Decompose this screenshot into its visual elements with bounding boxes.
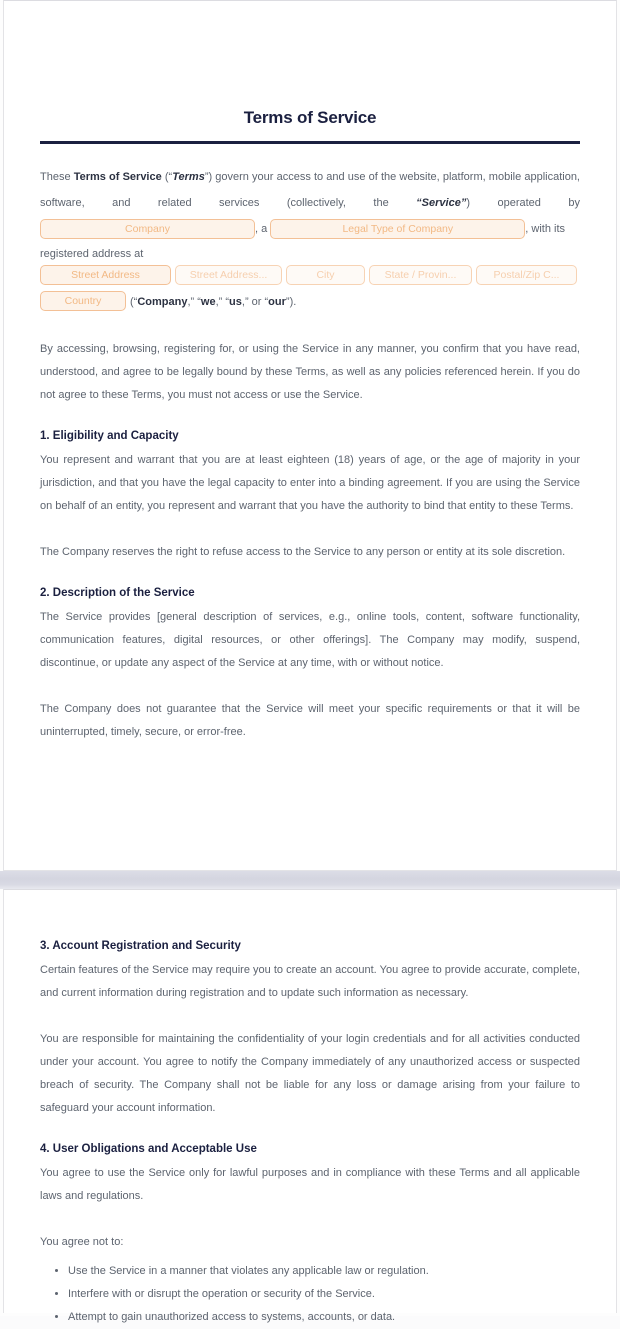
- intro-text-after-legaltype: , with its: [525, 223, 566, 235]
- prohibited-uses-list: [40, 1260, 580, 1329]
- paragraph-eligibility-2: The Company reserves the right to refuse access to the Service to any person or entity at its sole discretion.: [40, 546, 566, 558]
- field-legal-type-of-company[interactable]: Legal Type of Company: [270, 219, 525, 239]
- field-city[interactable]: City: [286, 265, 365, 285]
- list-item: • Interfere with or disrupt the operation or security of the Service.: [68, 1283, 580, 1306]
- intro-terms-bold: Terms of Service: [73, 171, 162, 183]
- defined-us-bold: us: [229, 296, 242, 309]
- paragraph-eligibility-1: You represent and warrant that you are at least eighteen (18) years of age, or the age of majority in your jurisdiction, and that you have the legal capacity to enter into a binding agreement. If you are using the Service on behalf of an entity, you represent and warrant that you have the authority to bind that entity to these Terms.: [40, 454, 580, 512]
- registered-address-label: registered address at: [40, 248, 144, 260]
- page-title: Terms of Service: [243, 108, 377, 127]
- field-company[interactable]: Company: [40, 219, 255, 239]
- defined-terms-text: (“Company,” “we,” “us,” or “our”).: [130, 296, 297, 309]
- intro-text-lead: These: [40, 171, 74, 183]
- intro-text-operated-by: ) operated by: [466, 197, 580, 209]
- intro-quote-open: (“: [161, 171, 173, 183]
- document-page-1: [3, 0, 617, 871]
- intro-text-mid: ”) govern your access to and use of the website, platform, mobile application, software, and related services (collectively, the: [40, 171, 580, 209]
- paragraph-account-2: You are responsible for maintaining the confidentiality of your login credentials and for all activities conducted under your account. You agree to notify the Company immediately of any unauthorized access or suspected breach of security. The Company shall not be liable for any loss or damage arising from your failure to safeguard your account information.: [40, 1033, 580, 1114]
- intro-service-em: “Service”: [416, 197, 467, 209]
- section-heading-eligibility: 1. Eligibility and Capacity: [40, 430, 179, 442]
- address-field-row-2: [40, 290, 580, 312]
- paragraph-obligations-1: You agree to use the Service only for lawful purposes and in compliance with these Terms and all applicable laws and regulations.: [40, 1167, 580, 1202]
- intro-paragraph: [40, 164, 580, 242]
- list-item: • Use the Service in a manner that violates any applicable law or regulation.: [68, 1260, 580, 1283]
- defined-company-bold: Company: [137, 296, 188, 309]
- title-divider: [40, 141, 580, 144]
- section-heading-obligations: 4. User Obligations and Acceptable Use: [40, 1143, 257, 1155]
- paragraph-acceptance: By accessing, browsing, registering for, or using the Service in any manner, you confirm that you have read, understood, and agree to be legally bound by these Terms, as well as any policies referenced herein. If you do not agree to these Terms, you must not access or use the Service.: [40, 343, 580, 401]
- section-heading-account: 3. Account Registration and Security: [40, 940, 241, 952]
- field-country[interactable]: Country: [40, 291, 126, 311]
- paragraph-description-2: The Company does not guarantee that the Service will meet your specific requirements or that it will be uninterrupted, timely, secure, or error-free.: [40, 703, 580, 738]
- list-item: • Attempt to gain unauthorized access to systems, accounts, or data.: [68, 1306, 580, 1329]
- defined-we-bold: we: [200, 296, 216, 309]
- field-street-address-line-2[interactable]: Street Address...: [175, 265, 282, 285]
- field-postal-zip-code[interactable]: Postal/Zip C...: [476, 265, 577, 285]
- document-page-2: [3, 889, 617, 1323]
- intro-terms-em: Terms: [172, 171, 205, 183]
- intro-text-after-company: , a: [255, 223, 268, 235]
- paragraph-agree-not-to: You agree not to:: [40, 1236, 124, 1248]
- section-heading-description: 2. Description of the Service: [40, 587, 195, 599]
- paragraph-description-1: The Service provides [general description of services, e.g., online tools, content, software functionality, communication features, digital resources, or other offerings]. The Company may modify, suspend, discontinue, or update any aspect of the Service at any time, with or without notice.: [40, 611, 580, 669]
- field-street-address[interactable]: Street Address: [40, 265, 171, 285]
- defined-our-bold: our: [268, 296, 286, 309]
- field-state-province[interactable]: State / Provin...: [369, 265, 472, 285]
- address-field-row-1: [40, 264, 580, 286]
- paragraph-account-1: Certain features of the Service may require you to create an account. You agree to provide accurate, complete, and current information during registration and to update such information as necessary.: [40, 964, 580, 999]
- page-separator: [0, 871, 620, 889]
